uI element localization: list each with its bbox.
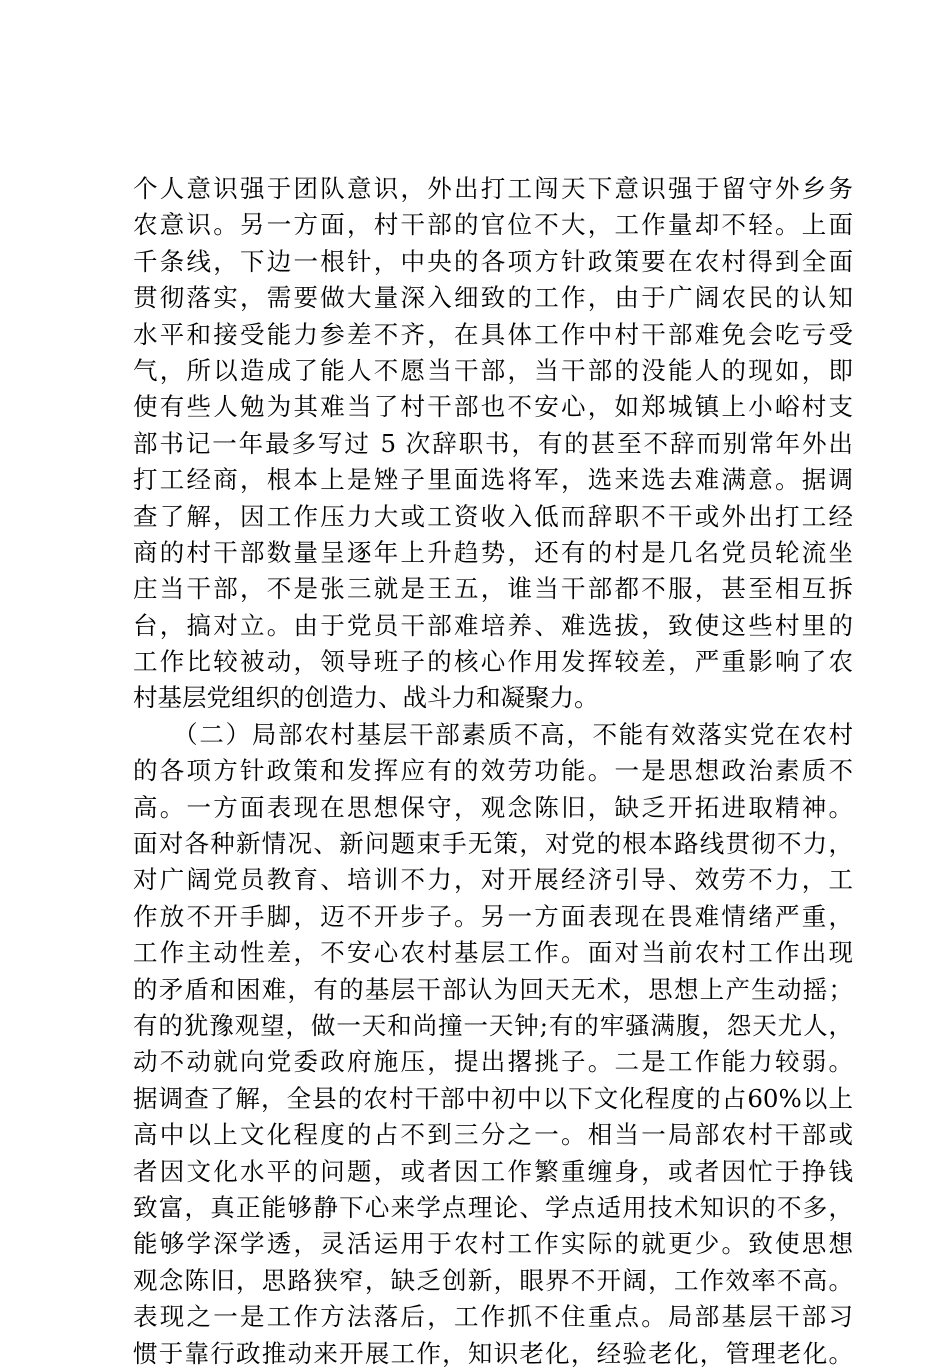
text-line: 有的犹豫观望，做一天和尚撞一天钟;有的牢骚满腹，怨天尤人， [133,1010,853,1040]
text-line: 观念陈旧，思路狭窄，缺乏创新，眼界不开阔，工作效率不高。 [133,1265,853,1295]
text-line: 对广阔党员教育、培训不力，对开展经济引导、效劳不力，工 [133,865,853,895]
document-page [133,171,853,1372]
text-line: 高。一方面表现在思想保守，观念陈旧，缺乏开拓进取精神。 [133,792,853,822]
text-line: 贯彻落实，需要做大量深入细致的工作，由于广阔农民的认知 [133,283,853,313]
text-line: 动不动就向党委政府施压，提出撂挑子。二是工作能力较弱。 [133,1047,853,1077]
text-line: 气，所以造成了能人不愿当干部，当干部的没能人的现如，即 [133,355,853,385]
text-line: 个人意识强于团队意识，外出打工闯天下意识强于留守外乡务 [133,174,853,203]
text-line: 商的村干部数量呈逐年上升趋势，还有的村是几名党员轮流坐 [133,537,853,567]
document-body [133,171,853,1372]
text-line: 者因文化水平的问题，或者因工作繁重缠身，或者因忙于挣钱 [133,1156,853,1186]
text-line: 庄当干部，不是张三就是王五，谁当干部都不服，甚至相互拆 [133,574,853,604]
text-line: 农意识。另一方面，村干部的官位不大，工作量却不轻。上面 [133,210,853,240]
text-line: 使有些人勉为其难当了村干部也不安心，如郑城镇上小峪村支 [133,392,853,422]
text-line: 面对各种新情况、新问题束手无策，对党的根本路线贯彻不力， [133,829,853,859]
text-line: 的矛盾和困难，有的基层干部认为回天无术，思想上产生动摇； [133,974,853,1004]
text-line: 表现之一是工作方法落后，工作抓不住重点。局部基层干部习 [133,1302,853,1332]
text-line: 工作主动性差，不安心农村基层工作。面对当前农村工作出现 [133,938,853,968]
text-line: 水平和接受能力参差不齐，在具体工作中村干部难免会吃亏受 [133,319,853,349]
text-line: 部书记一年最多写过 5 次辞职书，有的甚至不辞而别常年外出 [133,428,853,458]
text-line: 打工经商，根本上是矬子里面选将军，选来选去难满意。据调 [133,465,853,495]
text-line: 的各项方针政策和发挥应有的效劳功能。一是思想政治素质不 [133,756,853,786]
text-line: 致富，真正能够静下心来学点理论、学点适用技术知识的不多， [133,1192,853,1222]
text-line: 惯于靠行政推动来开展工作，知识老化，经验老化，管理老化。 [133,1338,853,1368]
text-line: 作放不开手脚，迈不开步子。另一方面表现在畏难情绪严重， [133,901,853,931]
text-line: 查了解，因工作压力大或工资收入低而辞职不干或外出打工经 [133,501,853,531]
text-line: 据调查了解，全县的农村干部中初中以下文化程度的占60%以上 [133,1083,853,1113]
text-line: 台，搞对立。由于党员干部难培养、难选拔，致使这些村里的 [133,610,853,640]
text-line: 能够学深学透，灵活运用于农村工作实际的就更少。致使思想 [133,1229,853,1259]
text-line: 高中以上文化程度的占不到三分之一。相当一局部农村干部或 [133,1120,853,1150]
text-line: 工作比较被动，领导班子的核心作用发挥较差，严重影响了农 [133,647,853,677]
text-line: 千条线，下边一根针，中央的各项方针政策要在农村得到全面 [133,246,853,276]
text-line: 村基层党组织的创造力、战斗力和凝聚力。 [133,683,599,713]
text-line: （二）局部农村基层干部素质不高，不能有效落实党在农村 [133,719,853,749]
